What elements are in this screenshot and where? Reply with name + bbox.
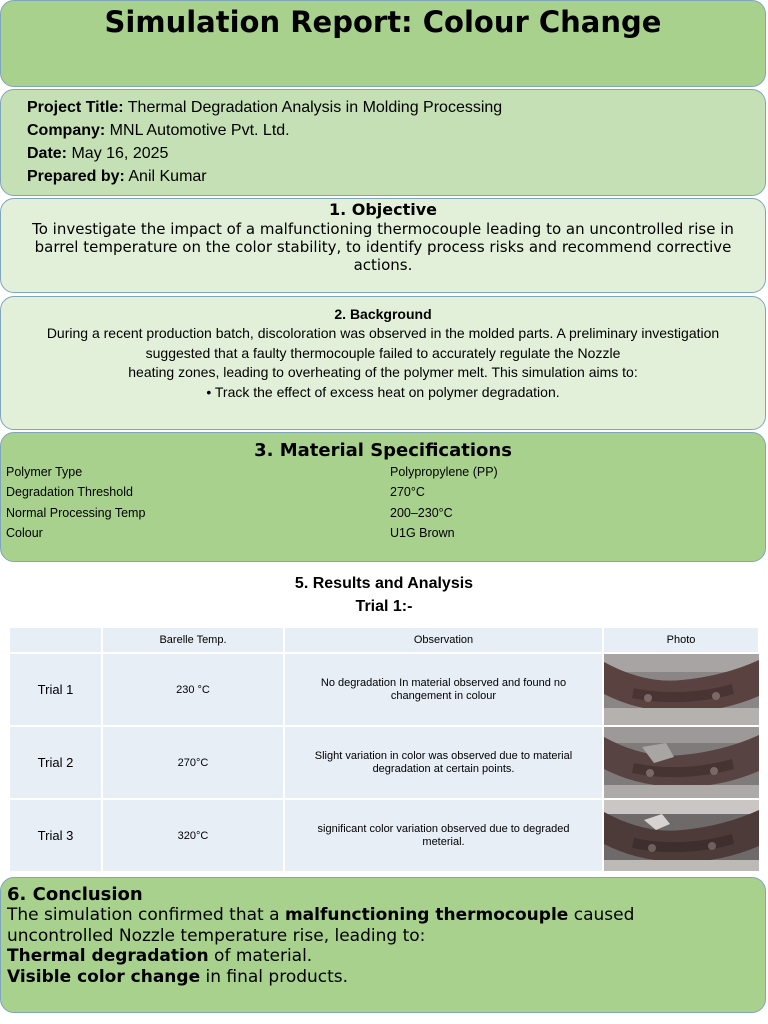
trial-cell: Trial 2 (9, 726, 102, 799)
prepared-by-line (27, 165, 765, 188)
spec-row (1, 503, 765, 523)
conclusion-line-2: uncontrolled Nozzle temperature rise, leading to: (7, 925, 426, 946)
spec-name: Colour (6, 525, 43, 540)
table-row (9, 726, 759, 799)
background-heading: 2. Background (334, 306, 432, 322)
temperature-cell: 320°C (102, 799, 284, 872)
conclusion-emphasis: Thermal degradation (7, 946, 209, 967)
conclusion-text: of material. (208, 946, 313, 967)
prepared-by-value: Anil Kumar (124, 168, 207, 185)
photo-cell (603, 799, 759, 872)
project-title-label: Project Title: (27, 99, 124, 116)
material-specifications-section (0, 432, 766, 562)
temperature-cell: 270°C (102, 726, 284, 799)
conclusion-heading: 6. Conclusion (7, 884, 143, 905)
conclusion-section (0, 877, 766, 1013)
conclusion-line-4 (7, 967, 765, 988)
project-info-section (0, 89, 766, 196)
spec-value: Polypropylene (PP) (390, 465, 498, 479)
table-row (9, 653, 759, 726)
company-label: Company: (27, 122, 106, 139)
results-heading: 5. Results and Analysis (294, 575, 474, 592)
date-label: Date: (27, 145, 68, 162)
company-line (27, 119, 765, 142)
table-row (9, 799, 759, 872)
background-line-2: suggested that a faulty thermocouple failed to accurately regulate the Nozzle (145, 344, 621, 361)
prepared-by-label: Prepared by: (27, 168, 125, 185)
spec-name: Degradation Threshold (6, 485, 133, 500)
conclusion-line-3 (7, 946, 765, 967)
report-title: Simulation Report: Colour Change (104, 5, 662, 39)
column-header: Barelle Temp. (102, 627, 284, 653)
part-photo (604, 800, 759, 871)
objective-section (0, 198, 766, 293)
conclusion-line-1 (7, 905, 765, 926)
background-bullet: • Track the effect of excess heat on polymer degradation. (206, 383, 560, 400)
part-photo (604, 727, 759, 798)
project-title-line (27, 96, 765, 119)
spec-row (1, 482, 765, 502)
objective-text: To investigate the impact of a malfunctioning thermocouple leading to an uncontrolled rise in barrel temperature on the color stability, to identify process risks and recommend corrective actions. (32, 220, 734, 274)
company-value: MNL Automotive Pvt. Ltd. (105, 122, 290, 139)
photo-cell (603, 653, 759, 726)
objective-heading: 1. Objective (328, 200, 438, 219)
conclusion-text: caused (568, 905, 635, 925)
table-header-row (9, 627, 759, 653)
spec-value: 270°C (390, 485, 425, 500)
spec-value: U1G Brown (390, 525, 455, 540)
background-section (0, 296, 766, 430)
trial-cell: Trial 3 (9, 799, 102, 872)
part-photo (604, 654, 759, 725)
column-header: Photo (603, 627, 759, 653)
background-line-3: heating zones, leading to overheating of the polymer melt. This simulation aims to: (128, 364, 638, 380)
conclusion-emphasis: malfunctioning thermocouple (284, 905, 569, 925)
conclusion-emphasis: Visible color change (7, 967, 201, 988)
background-line-1: During a recent production batch, discoloration was observed in the molded parts. A preliminary investigation (46, 325, 720, 341)
observation-cell: significant color variation observed due to degraded meterial. (284, 799, 603, 872)
observation-cell: Slight variation in color was observed due to material degradation at certain points. (284, 726, 603, 799)
spec-row (1, 523, 765, 543)
date-value: May 16, 2025 (67, 145, 169, 162)
column-header: Observation (284, 627, 603, 653)
conclusion-text: The simulation confirmed that a (7, 905, 285, 925)
conclusion-text: in final products. (200, 967, 349, 988)
trial-cell: Trial 1 (9, 653, 102, 726)
date-line (27, 142, 765, 165)
title-section (0, 0, 766, 87)
results-table (8, 626, 760, 873)
photo-cell (603, 726, 759, 799)
column-header (9, 627, 102, 653)
spec-value: 200–230°C (390, 505, 453, 520)
spec-name: Polymer Type (6, 465, 83, 479)
temperature-cell: 230 °C (102, 653, 284, 726)
project-title-value: Thermal Degradation Analysis in Molding Processing (123, 99, 503, 116)
spec-row (1, 462, 765, 482)
material-heading: 3. Material Specifications (254, 440, 512, 461)
observation-cell: No degradation In material observed and found no changement in colour (284, 653, 603, 726)
results-heading-block (0, 572, 768, 618)
results-subheading: Trial 1:- (355, 598, 413, 615)
spec-name: Normal Processing Temp (6, 505, 146, 520)
